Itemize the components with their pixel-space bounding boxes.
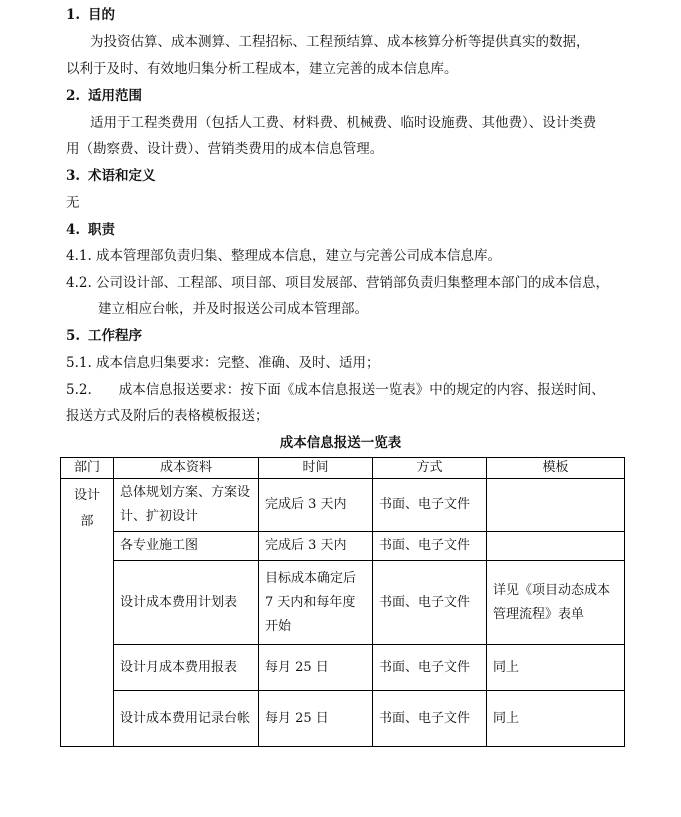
section-4-line-1: 4.1. 成本管理部负责归集、整理成本信息，建立与完善公司成本信息库。 [66,248,502,264]
section-4-number: 4. [66,222,81,238]
section-5-line-1: 5.1. 成本信息归集要求：完整、准确、及时、适用； [66,355,380,371]
row-5-item: 设计成本费用记录台帐 [114,691,259,747]
header-item: 成本资料 [114,458,259,479]
section-2-title: 适用范围 [88,88,142,104]
section-1-heading [66,5,115,25]
section-3-line-1: 无 [66,195,80,211]
section-5-title: 工作程序 [88,328,142,344]
section-2-heading [66,86,142,106]
section-2-line-1: 适用于工程类费用（包括人工费、材料费、机械费、临时设施费、其他费）、设计类费 [90,115,597,131]
section-3-number: 3. [66,168,81,184]
row-4-template: 同上 [487,645,625,691]
row-4-method: 书面、电子文件 [373,645,487,691]
dept-cell [61,479,114,747]
table-row [61,561,625,645]
table-header-row [61,458,625,479]
row-1-method: 书面、电子文件 [373,479,487,532]
table-title: 成本信息报送一览表 [279,435,402,451]
section-3-title: 术语和定义 [88,168,156,184]
section-5-number: 5. [66,328,81,344]
section-2-line-2: 用（勘察费、设计费）、营销类费用的成本信息管理。 [66,141,384,157]
section-1-line-1: 为投资估算、成本测算、工程招标、工程预结算、成本核算分析等提供真实的数据， [90,34,590,50]
header-dept: 部门 [61,458,114,479]
row-2-method: 书面、电子文件 [373,532,487,561]
header-method: 方式 [373,458,487,479]
row-2-template [487,532,625,561]
table-row [61,532,625,561]
row-4-time: 每月 25 日 [259,645,373,691]
row-4-item: 设计月成本费用报表 [114,645,259,691]
section-5-heading [66,326,142,346]
section-5-line-3: 报送方式及附后的表格模板报送； [66,408,269,424]
row-3-method: 书面、电子文件 [373,561,487,645]
section-2-number: 2. [66,88,81,104]
header-template: 模板 [487,458,625,479]
section-4-line-3: 建立相应台帐，并及时报送公司成本管理部。 [98,301,368,317]
row-2-time: 完成后 3 天内 [259,532,373,561]
section-4-heading [66,220,115,240]
section-5-line-2: 5.2. 成本信息报送要求：按下面《成本信息报送一览表》中的规定的内容、报送时间、 [66,382,605,398]
cost-info-table [60,457,625,747]
row-1-item: 总体规划方案、方案设计、扩初设计 [114,479,259,532]
section-1-number: 1. [66,7,81,23]
table-row [61,691,625,747]
row-5-method: 书面、电子文件 [373,691,487,747]
row-1-time: 完成后 3 天内 [259,479,373,532]
row-5-template: 同上 [487,691,625,747]
row-2-item: 各专业施工图 [114,532,259,561]
row-3-template: 详见《项目动态成本管理流程》表单 [487,561,625,645]
row-5-time: 每月 25 日 [259,691,373,747]
table-row [61,645,625,691]
row-3-time: 目标成本确定后 7 天内和每年度开始 [259,561,373,645]
header-time: 时间 [259,458,373,479]
section-4-title: 职责 [88,222,115,238]
section-3-heading [66,166,156,186]
dept-name: 设计部 [74,488,101,529]
section-1-title: 目的 [88,7,115,23]
table-row [61,479,625,532]
section-1-line-2: 以利于及时、有效地归集分析工程成本，建立完善的成本信息库。 [66,61,458,77]
row-1-template [487,479,625,532]
row-3-item: 设计成本费用计划表 [114,561,259,645]
section-4-line-2: 4.2. 公司设计部、工程部、项目部、项目发展部、营销部负责归集整理本部门的成本信息， [66,275,610,291]
